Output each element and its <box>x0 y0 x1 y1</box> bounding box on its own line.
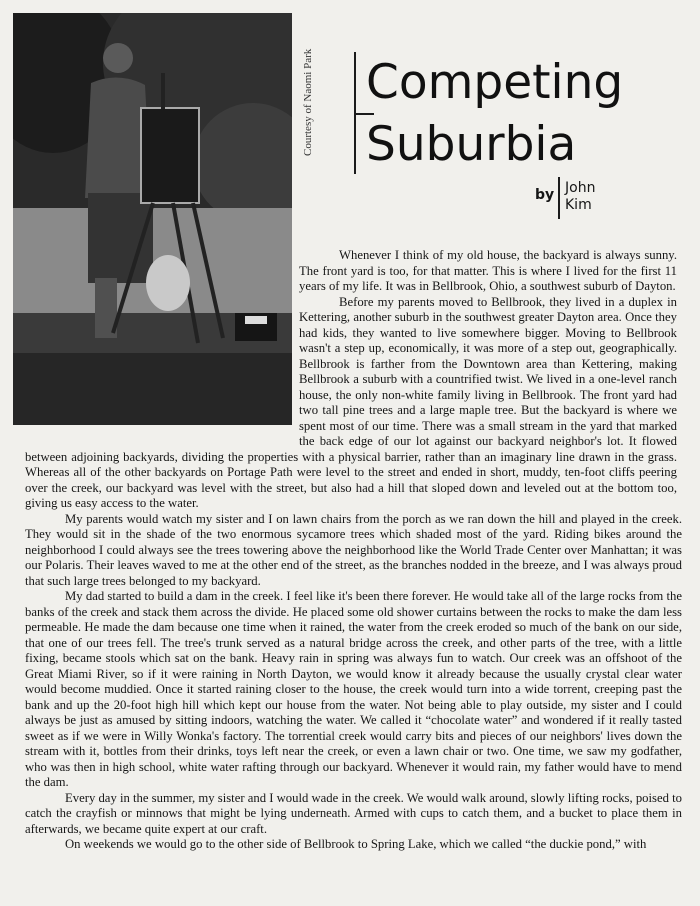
paragraph-6: On weekends we would go to the other side of Bellbrook to Spring Lake, which we called “the duckie pond,” with <box>65 837 647 851</box>
article-title <box>354 50 684 178</box>
byline-first-name: John <box>565 180 596 196</box>
title-line-2: Suburbia <box>366 117 577 172</box>
paragraph-2: Before my parents moved to Bellbrook, they lived in a duplex in Kettering, another suburb in the southwest greater Dayton area. Once they had kids, they wanted to live somewhere bigger. Moving to Bellbrook wasn't a step up, economically, it was more of a step out, geographically. Bellbrook is farther from the Downtown area than Kettering, making Bellbrook a suburb with a countrified twist. We lived in a one-level ranch house, the only non-white family living in Bellbrook. The front yard had two tall pine trees and a large maple tree. But the backyard is where we spent most of our time. There was a small stream in the yard that marked the back edge of our lot against our backyard neighbor's lot. It flowed between adjoining backyards, dividing the properties with a physical barrier, rather than an imaginary line drawn in the grass. Whereas all of the other backyards on Portage Path were level to the street and ended in short, muddy, ten-foot cliffs peering over the creek, our backyard was level with the street, but also had a hill that sloped down and leveled out at the bottom too, giving us easy access to the water. <box>25 294 677 510</box>
byline-rule <box>558 177 560 219</box>
article-body <box>0 248 700 906</box>
title-horizontal-rule <box>354 113 374 115</box>
paragraph-5: Every day in the summer, my sister and I would wade in the creek. We would walk around, slowly lifting rocks, poised to catch the crayfish or minnows that might be lying underneath. Armed with cups to catch them, and a bucket to place them in afterwards, we became quite expert at our craft. <box>25 790 682 836</box>
byline <box>535 175 615 221</box>
title-line-1: Competing <box>366 55 624 110</box>
paragraph-4: My dad started to build a dam in the creek. I feel like it's been there forever. He would take all of the large rocks from the banks of the creek and stack them across the divide. He placed some old shower curtains between the rocks to make the dam less permeable. He made the dam because one time when it rained, the water from the creek eroded so much of the bank on our side, that one of our trees fell. The tree's trunk served as a natural bridge across the creek, and other parts of the tree, with a little fixing, became stools which sat on the bank. Heavy rain in spring was always fun to watch. Our creek was an offshoot of the Great Miami River, so if it were raining in North Dayton, we would know it already because the usually crystal clear water would become muddied. Once it started raining closer to the house, the creek would turn into a wide torrent, creeping past the bank and up the 20-foot high hill which kept our house from the water. Not being able to play outside, my sister and I could always be just as amused by sitting indoors, watching the water. We called it “chocolate water” and wondered if it really tasted sweet as if we were in Willy Wonka's factory. The torrential creek would carry bits and pieces of our neighbors' lives down the stream with it, bottles from their drinks, toys left near the creek, or even a lawn chair or two. One time, we saw my godfather, who was then in high school, white water rafting through our backyard. Whenever it would rain, my father would have to mend the dam. <box>25 589 682 789</box>
byline-by: by <box>535 187 555 203</box>
paragraph-1: Whenever I think of my old house, the backyard is always sunny. The front yard is too, for that matter. This is where I lived for the first 11 years of my life. It was in Bellbrook, Ohio, a southwest suburb of Dayton. <box>299 248 677 293</box>
photo-credit: Courtesy of Naomi Park <box>302 48 314 156</box>
photo-wrap-spacer <box>0 248 299 440</box>
byline-last-name: Kim <box>565 197 592 213</box>
paragraph-3: My parents would watch my sister and I on lawn chairs from the porch as we ran down the hill and played in the creek. They would sit in the shade of the two enormous sycamore trees which shaded most of the yard. Riding bikes around the neighborhood I could always see the trees towering above the neighborhood like the World Trade Center over Manhattan; it was our Polaris. Their leaves waved to me at the other end of the street, as the branches nodded in the breeze, and I was always proud that such large trees belonged to my backyard. <box>25 511 682 588</box>
